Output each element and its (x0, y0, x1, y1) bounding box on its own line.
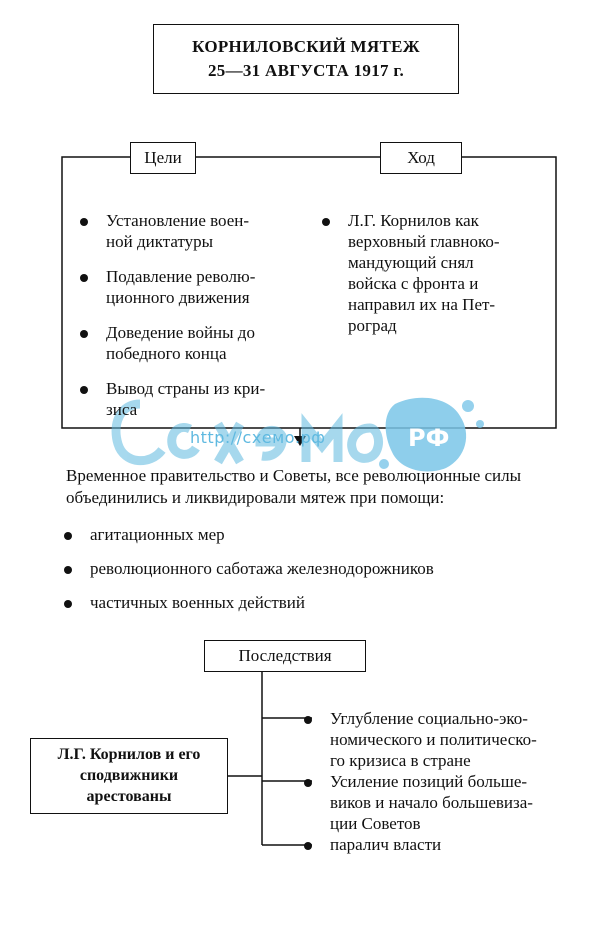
bullet-icon (304, 842, 312, 850)
consequence-item: Усиление позиций больше- виков и начало большевиза- ции Советов (304, 771, 584, 834)
suppression-list (64, 524, 564, 614)
goal-item: Вывод страны из кри- зиса (80, 378, 300, 420)
course-header: Ход (380, 142, 462, 174)
suppression-item: революционного саботажа железнодорожников (64, 558, 564, 580)
consequence-item: паралич власти (304, 834, 584, 855)
bullet-icon (80, 274, 88, 282)
goals-list (80, 210, 300, 420)
consequences-header: Последствия (204, 640, 366, 672)
suppression-text: Временное правительство и Советы, все революционные силы объединились и ликвидировали мятеж при помощи: (66, 466, 522, 507)
goal-item: Установление воен- ной диктатуры (80, 210, 300, 252)
watermark-badge: РФ (408, 424, 450, 452)
consequences-list (304, 708, 584, 855)
bullet-icon (64, 600, 72, 608)
bullet-icon (64, 532, 72, 540)
consequence-item: Углубление социально-эко- номического и политическо- го кризиса в стране (304, 708, 584, 771)
bullet-icon (304, 779, 312, 787)
bullet-icon (80, 386, 88, 394)
suppression-item: агитационных мер (64, 524, 564, 546)
goal-item: Подавление револю- ционного движения (80, 266, 300, 308)
bullet-icon (304, 716, 312, 724)
bullet-icon (80, 330, 88, 338)
bullet-icon (80, 218, 88, 226)
arrested-box: Л.Г. Корнилов и его сподвижники арестованы (30, 738, 228, 814)
title-line-1: КОРНИЛОВСКИЙ МЯТЕЖ (192, 37, 420, 56)
title-box (153, 24, 459, 94)
suppression-item: частичных военных действий (64, 592, 564, 614)
bullet-icon (64, 566, 72, 574)
watermark-url: http://схемо.рф (190, 428, 326, 447)
goals-header: Цели (130, 142, 196, 174)
course-list (322, 210, 547, 336)
goal-item: Доведение войны до победного конца (80, 322, 300, 364)
bullet-icon (322, 218, 330, 226)
course-item: Л.Г. Корнилов как верховный главноко- мандующий снял войска с фронта и направил их на Пет- роград (322, 210, 547, 336)
title-line-2: 25—31 АВГУСТА 1917 г. (207, 61, 405, 80)
